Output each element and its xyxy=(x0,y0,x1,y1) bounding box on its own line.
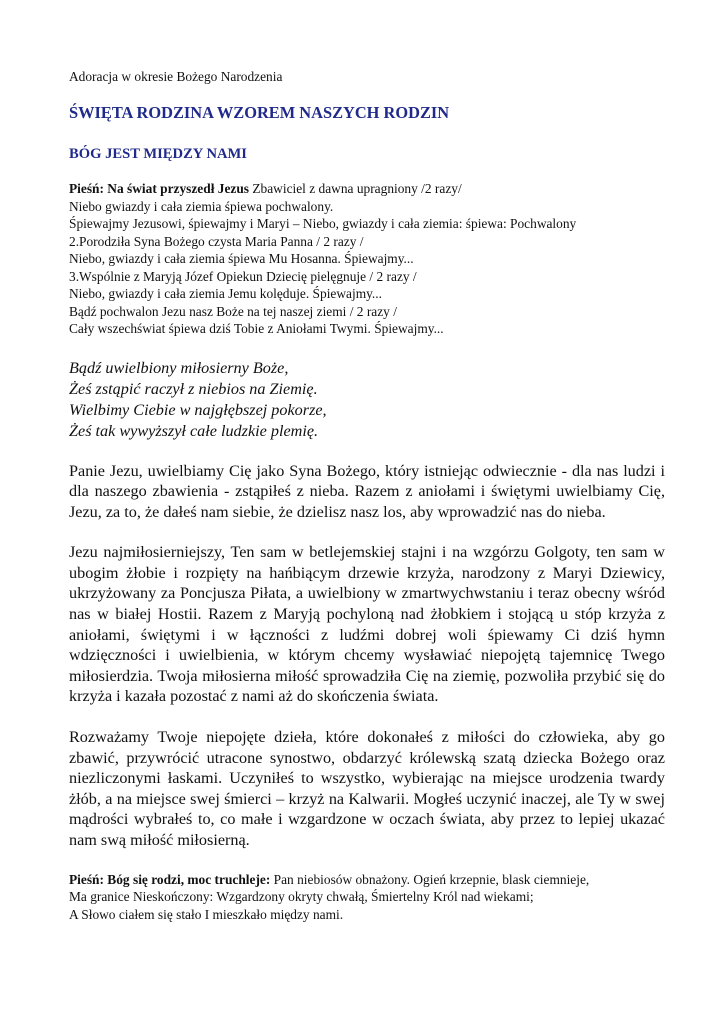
song-1-line: Bądź pochwalon Jezu nasz Boże na tej naszej ziemi / 2 razy / xyxy=(69,303,397,319)
paragraph: Jezu najmiłosierniejszy, Ten sam w betlejemskiej stajni i na wzgórzu Golgoty, ten sam w ubogim żłobie i rozpięty na hańbiącym drzewie krzyża, narodzony z Maryi Dziewicy, ukrzyżowany za Poncjusza Piłata, a uwielbiony w zmartwychwstaniu i teraz obecny wśród nas w białej Hostii. Razem z Maryją pochyloną nad żłobkiem i stojącą u stóp krzyża z aniołami, świętymi i w łączności z ludźmi dobrej woli śpiewamy Ci dziś hymn wdzięczności i uwielbienia, w którym chcemy wysławiać niepojętą tajemnicę Twego miłosierdzia. Twoja miłosierna miłość sprowadziła Cię na ziemię, pozwoliła przybić się do krzyża i kazała pozostać z nami aż do skończenia świata. xyxy=(69,543,665,706)
song-1-line: Niebo gwiazdy i cała ziemia śpiewa pochwalony. xyxy=(69,198,334,214)
song-1-line: 3.Wspólnie z Maryją Józef Opiekun Dziecię pielęgnuje / 2 razy / xyxy=(69,268,417,284)
song-1-line: 2.Porodziła Syna Bożego czysta Maria Panna / 2 razy / xyxy=(69,233,364,249)
song-1-line: Śpiewajmy Jezusowi, śpiewajmy i Maryi – Niebo, gwiazdy i cała ziemia: śpiewa: Pochwalony xyxy=(69,216,577,231)
song-2-label: Pieśń: Bóg się rodzi, moc truchleje: xyxy=(69,871,271,887)
poem-line: Żeś zstąpić raczył z niebios na Ziemię. xyxy=(69,379,318,398)
song-2-first-line xyxy=(69,871,665,889)
song-2-first-rest: Pan niebiosów obnażony. Ogień krzepnie, blask ciemnieje, xyxy=(270,871,590,887)
paragraph: Rozważamy Twoje niepojęte dzieła, które dokonałeś z miłości do człowieka, aby go zbawić, przywrócić utracone synostwo, obdarzyć królewską szatą dziecka Bożego oraz niezliczonymi łaskami. Uczyniłeś to wszystko, wybierając na miejsce urodzenia twardy żłób, a na miejsce swej śmierci – krzyż na Kalwarii. Mogłeś uczynić inaczej, ale Ty w swej mądrości wybrałeś to, co małe i wzgardzone w oczach świata, aby przez to lepiej ukazać nam swą miłość miłosierną. xyxy=(69,728,665,849)
song-2-line: A Słowo ciałem się stało I mieszkało między nami. xyxy=(69,906,344,922)
poem-line: Wielbimy Ciebie w najgłębszej pokorze, xyxy=(69,400,327,419)
page-subtitle: BÓG JEST MIĘDZY NAMI xyxy=(69,146,247,162)
song-2 xyxy=(69,871,665,924)
song-1-line: Niebo, gwiazdy i cała ziemia Jemu kolęduje. Śpiewajmy... xyxy=(69,286,382,301)
page-title: ŚWIĘTA RODZINA WZOREM NASZYCH RODZIN xyxy=(69,103,450,122)
song-1-first-rest: Zbawiciel z dawna upragniony /2 razy/ xyxy=(249,181,462,196)
document-header: Adoracja w okresie Bożego Narodzenia xyxy=(69,69,283,84)
song-1-line: Niebo, gwiazdy i cała ziemia śpiewa Mu Hosanna. Śpiewajmy... xyxy=(69,251,414,266)
paragraph: Panie Jezu, uwielbiamy Cię jako Syna Bożego, który istniejąc odwiecznie - dla nas ludzi i dla naszego zbawienia - zstąpiłeś z nieba. Razem z aniołami i świętymi uwielbiamy Cię, Jezu, za to, że dałeś nam siebie, że dzielisz nasz los, aby wprowadzić nas do nieba. xyxy=(69,461,665,521)
song-2-line: Ma granice Nieskończony: Wzgardzony okryty chwałą, Śmiertelny Król nad wiekami; xyxy=(69,889,534,905)
poem-line: Żeś tak wywyższył całe ludzkie plemię. xyxy=(69,421,319,440)
song-1-label: Pieśń: Na świat przyszedł Jezus xyxy=(69,181,250,196)
poem xyxy=(69,358,665,442)
song-1 xyxy=(69,180,665,338)
poem-line: Bądź uwielbiony miłosierny Boże, xyxy=(69,358,289,377)
song-1-first-line xyxy=(69,180,665,198)
song-1-line: Cały wszechświat śpiewa dziś Tobie z Aniołami Twymi. Śpiewajmy... xyxy=(69,321,444,336)
